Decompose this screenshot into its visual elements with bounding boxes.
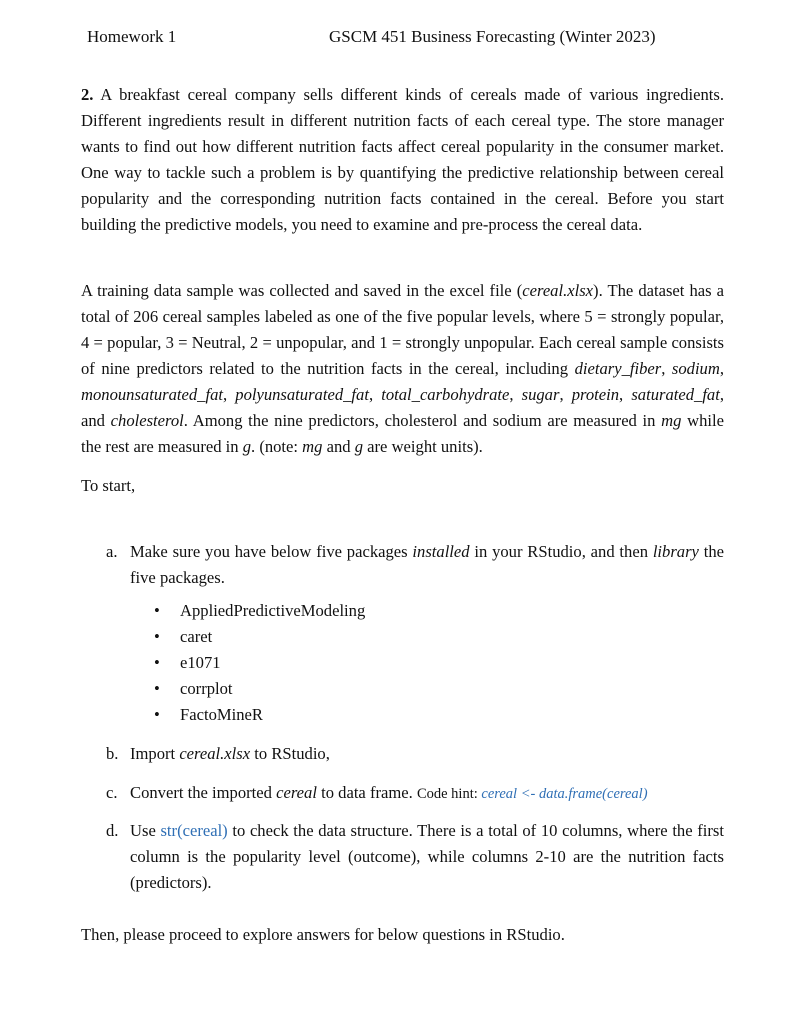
- t: protein: [571, 385, 620, 404]
- t: ,: [222, 385, 236, 404]
- t: dietary_fiber: [574, 359, 662, 378]
- intro-text: A breakfast cereal company sells different kinds of cereals made of various ingredients. Different ingredients result in different nutrition facts of each cereal type. The store manager wants to find out how different nutrition facts affect cereal popularity in the consumer market. One way to tackle such a problem is by quantifying the predictive relationship between cereal popularity and the corresponding nutrition facts contained in the cereal. Before you start building the predictive models, you need to examine and pre-process the cereal data.: [81, 85, 724, 234]
- t: and: [322, 437, 355, 456]
- t: sugar: [521, 385, 560, 404]
- t: g: [354, 437, 364, 456]
- t: to RStudio,: [250, 744, 330, 763]
- t: polyunsaturated_fat: [235, 385, 369, 404]
- bullet-icon: •: [154, 601, 160, 620]
- paragraph-dataset: [81, 278, 724, 460]
- closing-text: Then, please proceed to explore answers for below questions in RStudio.: [81, 925, 565, 944]
- step-label: a.: [106, 542, 118, 561]
- t: to data frame.: [316, 783, 417, 802]
- t: Use: [130, 821, 161, 840]
- header-left: Homework 1: [87, 27, 177, 46]
- step-label: b.: [106, 744, 119, 763]
- t: cereal.xlsx: [179, 744, 251, 763]
- t: total_carbohydrate: [381, 385, 510, 404]
- bullet-icon: •: [154, 679, 160, 698]
- package-name: AppliedPredictiveModeling: [180, 601, 366, 620]
- t: in your RStudio, and then: [469, 542, 653, 561]
- t: , and: [81, 385, 724, 430]
- t: cereal.xlsx: [522, 281, 594, 300]
- t: ,: [559, 385, 572, 404]
- t: ,: [368, 385, 382, 404]
- t: are weight units).: [363, 437, 483, 456]
- step-text: [130, 741, 724, 767]
- package-name: e1071: [180, 653, 221, 672]
- t: ). The dataset has a total of 206 cereal samples labeled as one of the five popular levels, where 5 = strongly popular, 4 = popular, 3 = Neutral, 2 = unpopular, and 1 = strongly unpopular. Each cereal sample consists of nine predictors related to the nutrition facts in the cereal, including: [81, 281, 724, 378]
- bullet-icon: •: [154, 705, 160, 724]
- step-label: d.: [106, 821, 119, 840]
- t: . Among the nine predictors, cholesterol and sodium are measured in: [183, 411, 662, 430]
- t: the five packages.: [130, 542, 724, 587]
- bullet-icon: •: [154, 627, 160, 646]
- package-name: FactoMineR: [180, 705, 263, 724]
- t: ,: [509, 385, 522, 404]
- to-start: To start,: [81, 476, 136, 495]
- t: while the rest are measured in: [81, 411, 724, 456]
- t: Convert the imported: [130, 783, 277, 802]
- step-text: [130, 539, 724, 591]
- t: installed: [412, 542, 470, 561]
- t: mg: [302, 437, 323, 456]
- t: mg: [661, 411, 682, 430]
- t: ,: [619, 385, 632, 404]
- inline-code: str(cereal): [160, 821, 228, 840]
- t: g: [242, 437, 252, 456]
- question-number: 2.: [81, 85, 94, 104]
- t: library: [652, 542, 699, 561]
- t: Import: [130, 744, 180, 763]
- t: to check the data structure. There is a total of 10 columns, where the first column is the popularity level (outcome), while columns 2-10 are the nutrition facts (predictors).: [130, 821, 724, 892]
- t: cereal: [276, 783, 317, 802]
- t: monounsaturated_fat: [81, 385, 223, 404]
- paragraph-intro: [81, 82, 724, 238]
- t: Make sure you have below five packages: [130, 542, 413, 561]
- t: A training data sample was collected and saved in the excel file (: [81, 281, 523, 300]
- step-text: [130, 780, 724, 807]
- header-right: GSCM 451 Business Forecasting (Winter 2023): [329, 27, 656, 46]
- t: ,: [719, 359, 724, 378]
- t: cholesterol: [110, 411, 184, 430]
- package-name: caret: [180, 627, 213, 646]
- step-text: [130, 818, 724, 896]
- t: ,: [661, 359, 672, 378]
- package-name: corrplot: [180, 679, 233, 698]
- t: sodium: [671, 359, 720, 378]
- code-hint: cereal <- data.frame(cereal): [481, 786, 648, 802]
- bullet-icon: •: [154, 653, 160, 672]
- t: . (note:: [251, 437, 303, 456]
- t: saturated_fat: [631, 385, 720, 404]
- step-label: c.: [106, 783, 118, 802]
- code-hint-label: Code hint:: [416, 786, 482, 802]
